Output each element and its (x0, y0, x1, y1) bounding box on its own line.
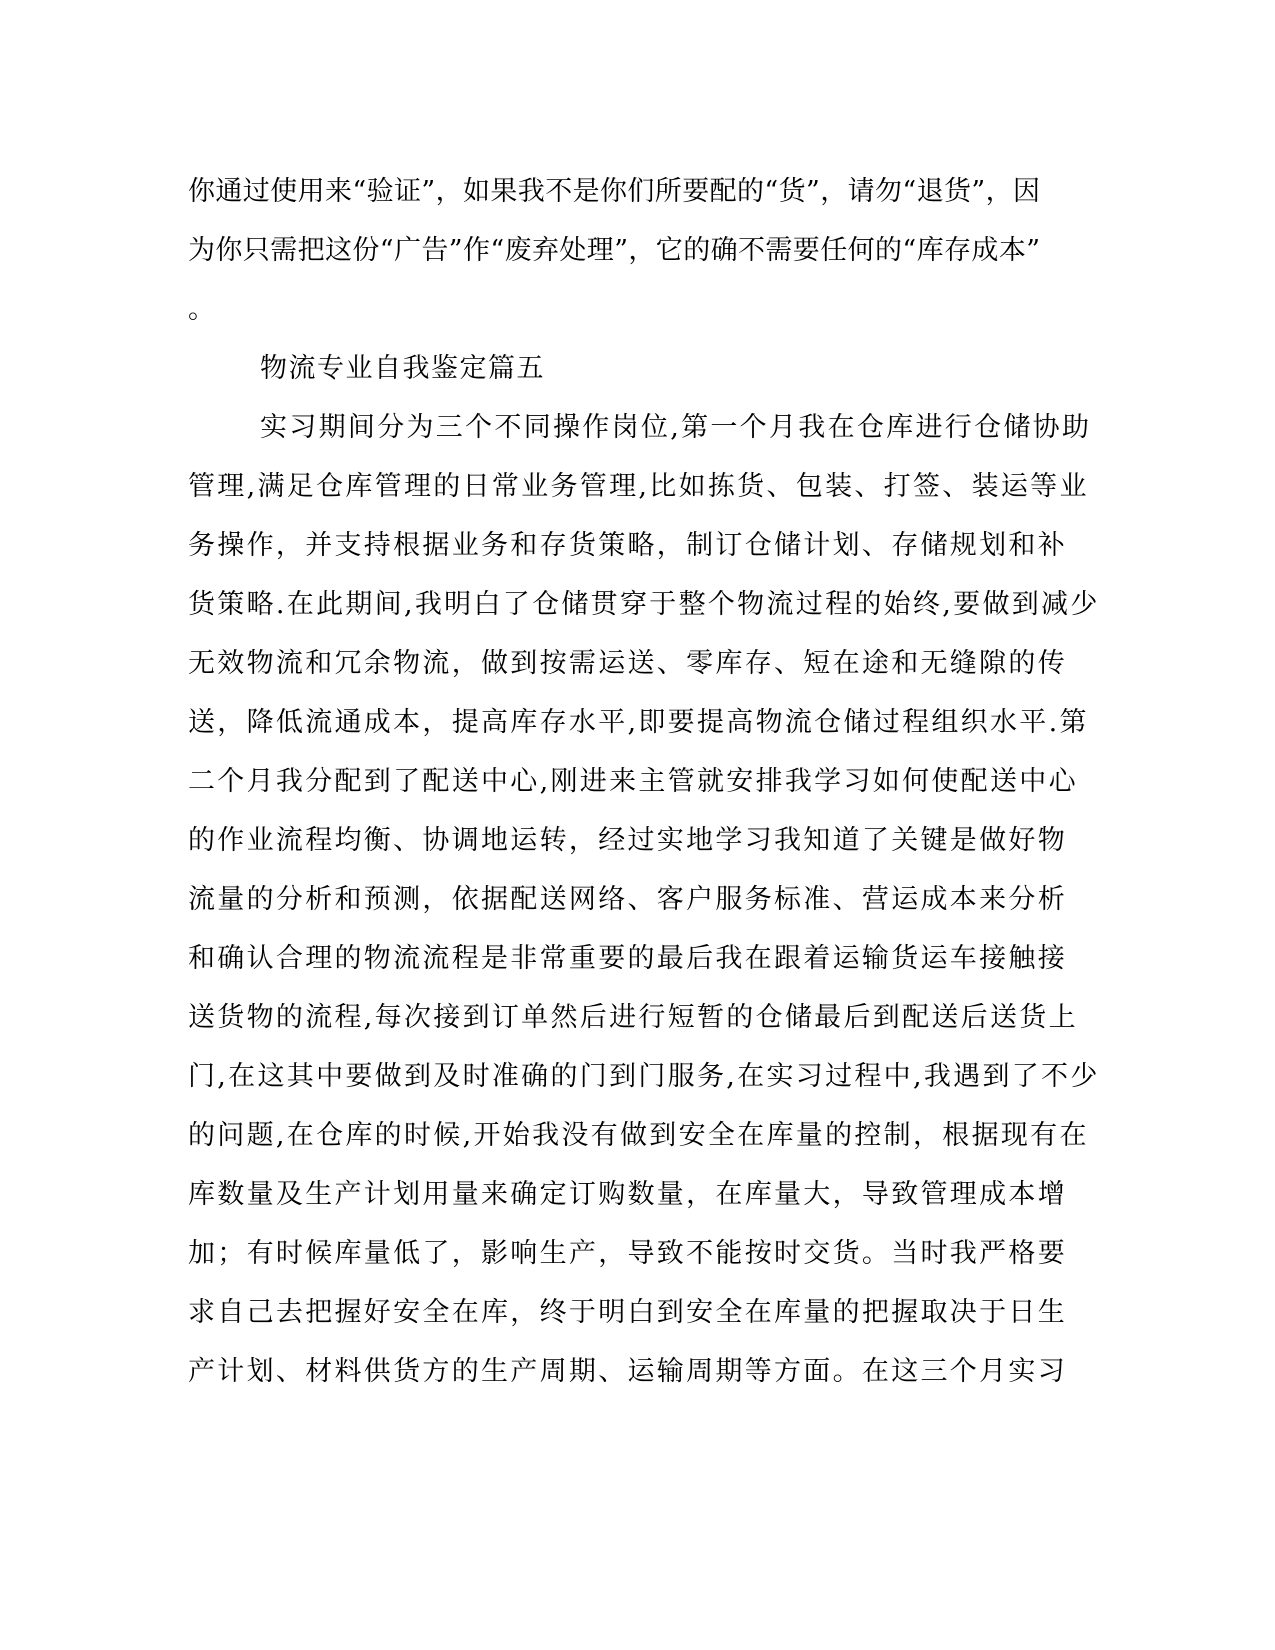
text-line: 货策略.在此期间,我明白了仓储贯穿于整个物流过程的始终,要做到减少 (188, 589, 1100, 620)
text-line: 。 (188, 294, 218, 325)
text-line: 的作业流程均衡、协调地运转，经过实地学习我知道了关键是做好物 (188, 825, 1067, 856)
section-heading: 物流专业自我鉴定篇五 (260, 353, 545, 384)
text-line: 和确认合理的物流流程是非常重要的最后我在跟着运输货运车接触接 (188, 943, 1067, 974)
text-line: 的问题,在仓库的时候,开始我没有做到安全在库量的控制，根据现有在 (188, 1120, 1089, 1151)
text-line: 你通过使用来“验证”，如果我不是你们所要配的“货”，请勿“退货”，因 (188, 176, 1041, 207)
paragraph-first-line: 实习期间分为三个不同操作岗位,第一个月我在仓库进行仓储协助 (260, 412, 1092, 443)
text-line: 加；有时候库量低了，影响生产，导致不能按时交货。当时我严格要 (188, 1238, 1067, 1269)
text-line: 送货物的流程,每次接到订单然后进行短暂的仓储最后到配送后送货上 (188, 1002, 1078, 1033)
text-line: 库数量及生产计划用量来确定订购数量，在库量大，导致管理成本增 (188, 1179, 1067, 1210)
text-line: 二个月我分配到了配送中心,刚进来主管就安排我学习如何使配送中心 (188, 766, 1078, 797)
text-line: 为你只需把这份“广告”作“废弃处理”，它的确不需要任何的“库存成本” (188, 235, 1041, 266)
text-line: 管理,满足仓库管理的日常业务管理,比如拣货、包装、打签、装运等业 (188, 471, 1089, 502)
text-line: 求自己去把握好安全在库，终于明白到安全在库量的把握取决于日生 (188, 1297, 1067, 1328)
text-line: 务操作，并支持根据业务和存货策略，制订仓储计划、存储规划和补 (188, 530, 1067, 561)
text-line: 门,在这其中要做到及时准确的门到门服务,在实习过程中,我遇到了不少 (188, 1061, 1100, 1092)
text-line: 流量的分析和预测，依据配送网络、客户服务标准、营运成本来分析 (188, 884, 1067, 915)
document-body (188, 162, 1100, 1401)
text-line: 送，降低流通成本，提高库存水平,即要提高物流仓储过程组织水平.第 (188, 707, 1089, 738)
text-line: 无效物流和冗余物流，做到按需运送、零库存、短在途和无缝隙的传 (188, 648, 1067, 679)
text-line: 产计划、材料供货方的生产周期、运输周期等方面。在这三个月实习 (188, 1356, 1067, 1387)
